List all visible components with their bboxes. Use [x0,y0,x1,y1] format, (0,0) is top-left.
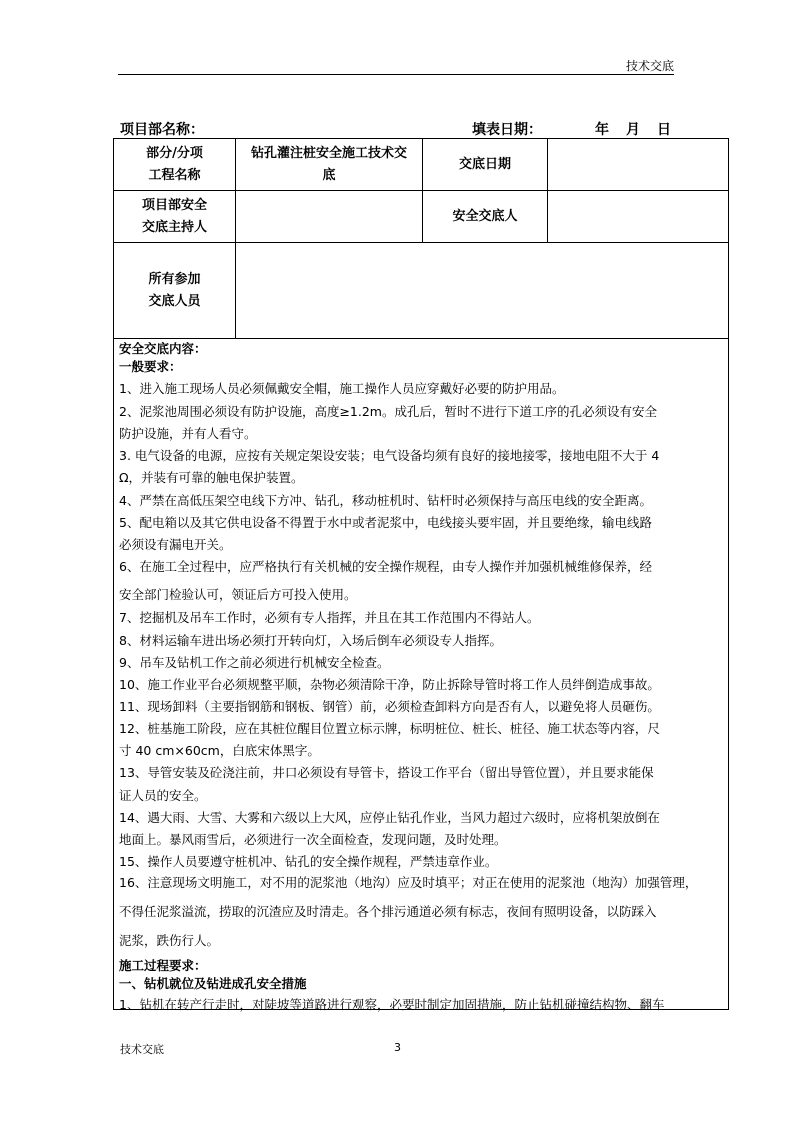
host-label: 项目部安全 交底主持人 [141,197,207,235]
content-line: 14、遇大雨、大雪、大雾和六级以上大风，应停止钻孔作业，当风力超过六级时，应将机架放倒在 [119,810,660,825]
host-value[interactable] [236,191,422,242]
content-line: 7、挖掘机及吊车工作时，必须有专人指挥，并且在其工作范围内不得站人。 [119,610,540,625]
content-line: 5、配电箱以及其它供电设备不得置于水中或者泥浆中，电线接头要牢固，并且要绝缘，输电线路 [119,515,652,530]
participants-label: 所有参加 交底人员 [148,271,201,309]
content-line: 证人员的安全。 [119,788,207,803]
content-line: 16、注意现场文明施工，对不用的泥浆池（地沟）应及时填平；对正在使用的泥浆池（地沟）加强管理， [119,875,698,890]
section-heading: 安全交底内容： [119,341,207,356]
content-line: 4、严禁在高低压架空电线下方冲、钻孔，移动桩机时、钻杆时必须保持与高压电线的安全距离。 [119,493,652,508]
month-label: 月 [626,122,640,138]
content-line: 2、泥浆池周围必须设有防护设施，高度≥1.2m。成孔后，暂时不进行下道工序的孔必须设有安全 [119,404,657,419]
safety-discloser-value[interactable] [548,191,728,242]
content-line: 10、施工作业平台必须规整平顺，杂物必须清除干净，防止拆除导管时将工作人员绊倒造成事故。 [119,677,660,692]
content-line: 泥浆，跌伤行人。 [119,933,220,948]
page-number: 3 [394,1041,401,1054]
content-line: 8、材料运输车进出场必须打开转向灯，入场后倒车必须设专人指挥。 [119,633,502,648]
header-rule [118,74,674,75]
content-line: 11、现场卸料（主要指钢筋和钢板、钢管）前，必须检查卸料方向是否有人，以避免将人员砸伤。 [119,699,660,714]
content-line: 必须设有漏电开关。 [119,537,232,552]
page-header-title: 技术交底 [626,59,675,73]
participants-value[interactable] [236,243,728,338]
content-line: Ω，并装有可靠的触电保护装置。 [119,470,304,485]
content-line: 安全部门检验认可，领证后方可投入使用。 [119,587,357,602]
content-line: 13、导管安装及砼浇注前，井口必须设有导管卡，搭设工作平台（留出导管位置），并且要求能保 [119,765,654,780]
section-heading: 一、钻机就位及钻进成孔安全措施 [119,976,307,991]
section-heading: 一般要求： [119,359,182,374]
fill-date-label: 填表日期： [472,122,542,138]
content-line: 1、进入施工现场人员必须佩戴安全帽，施工操作人员应穿戴好必要的防护用品。 [119,381,565,396]
day-label: 日 [657,122,671,138]
content-line: 不得任泥浆溢流，捞取的沉渣应及时清走。各个排污通道必须有标志，夜间有照明设备，以防踩入 [119,904,657,919]
content-line: 15、操作人员要遵守桩机冲、钻孔的安全操作规程，严禁违章作业。 [119,854,498,869]
content-line: 6、在施工全过程中，应严格执行有关机械的安全操作规程，由专人操作并加强机械维修保养，经 [119,559,652,574]
subproject-name-label: 部分/分项 工程名称 [146,145,203,183]
content-line: 9、吊车及钻机工作之前必须进行机械安全检查。 [119,655,390,670]
subproject-name-value: 钻孔灌注桩安全施工技术交 底 [250,145,407,183]
section-heading: 施工过程要求： [119,958,207,973]
content-line: 寸 40 cm×60cm，白底宋体黑字。 [119,743,320,758]
footer-title: 技术交底 [120,1043,164,1056]
content-line: 1、钻机在转产行走时，对陡坡等道路进行观察，必要时制定加固措施，防止钻机碰撞结构物、翻车 [119,997,665,1012]
content-line: 12、桩基施工阶段，应在其桩位醒目位置立标示牌，标明桩位、桩长、桩径、施工状态等内容，尺 [119,721,660,736]
safety-discloser-label: 安全交底人 [452,208,518,224]
content-line: 防护设施，并有人看守。 [119,426,257,441]
content-line: 3. 电气设备的电源，应按有关规定架设安装；电气设备均须有良好的接地接零，接地电阻不大于 4 [119,448,660,463]
disclosure-date-label: 交底日期 [458,156,511,172]
disclosure-date-value[interactable] [548,139,728,190]
content-line: 地面上。暴风雨雪后，必须进行一次全面检查，发现问题，及时处理。 [119,832,507,847]
year-label: 年 [595,122,609,138]
project-name-label: 项目部名称： [120,122,204,138]
